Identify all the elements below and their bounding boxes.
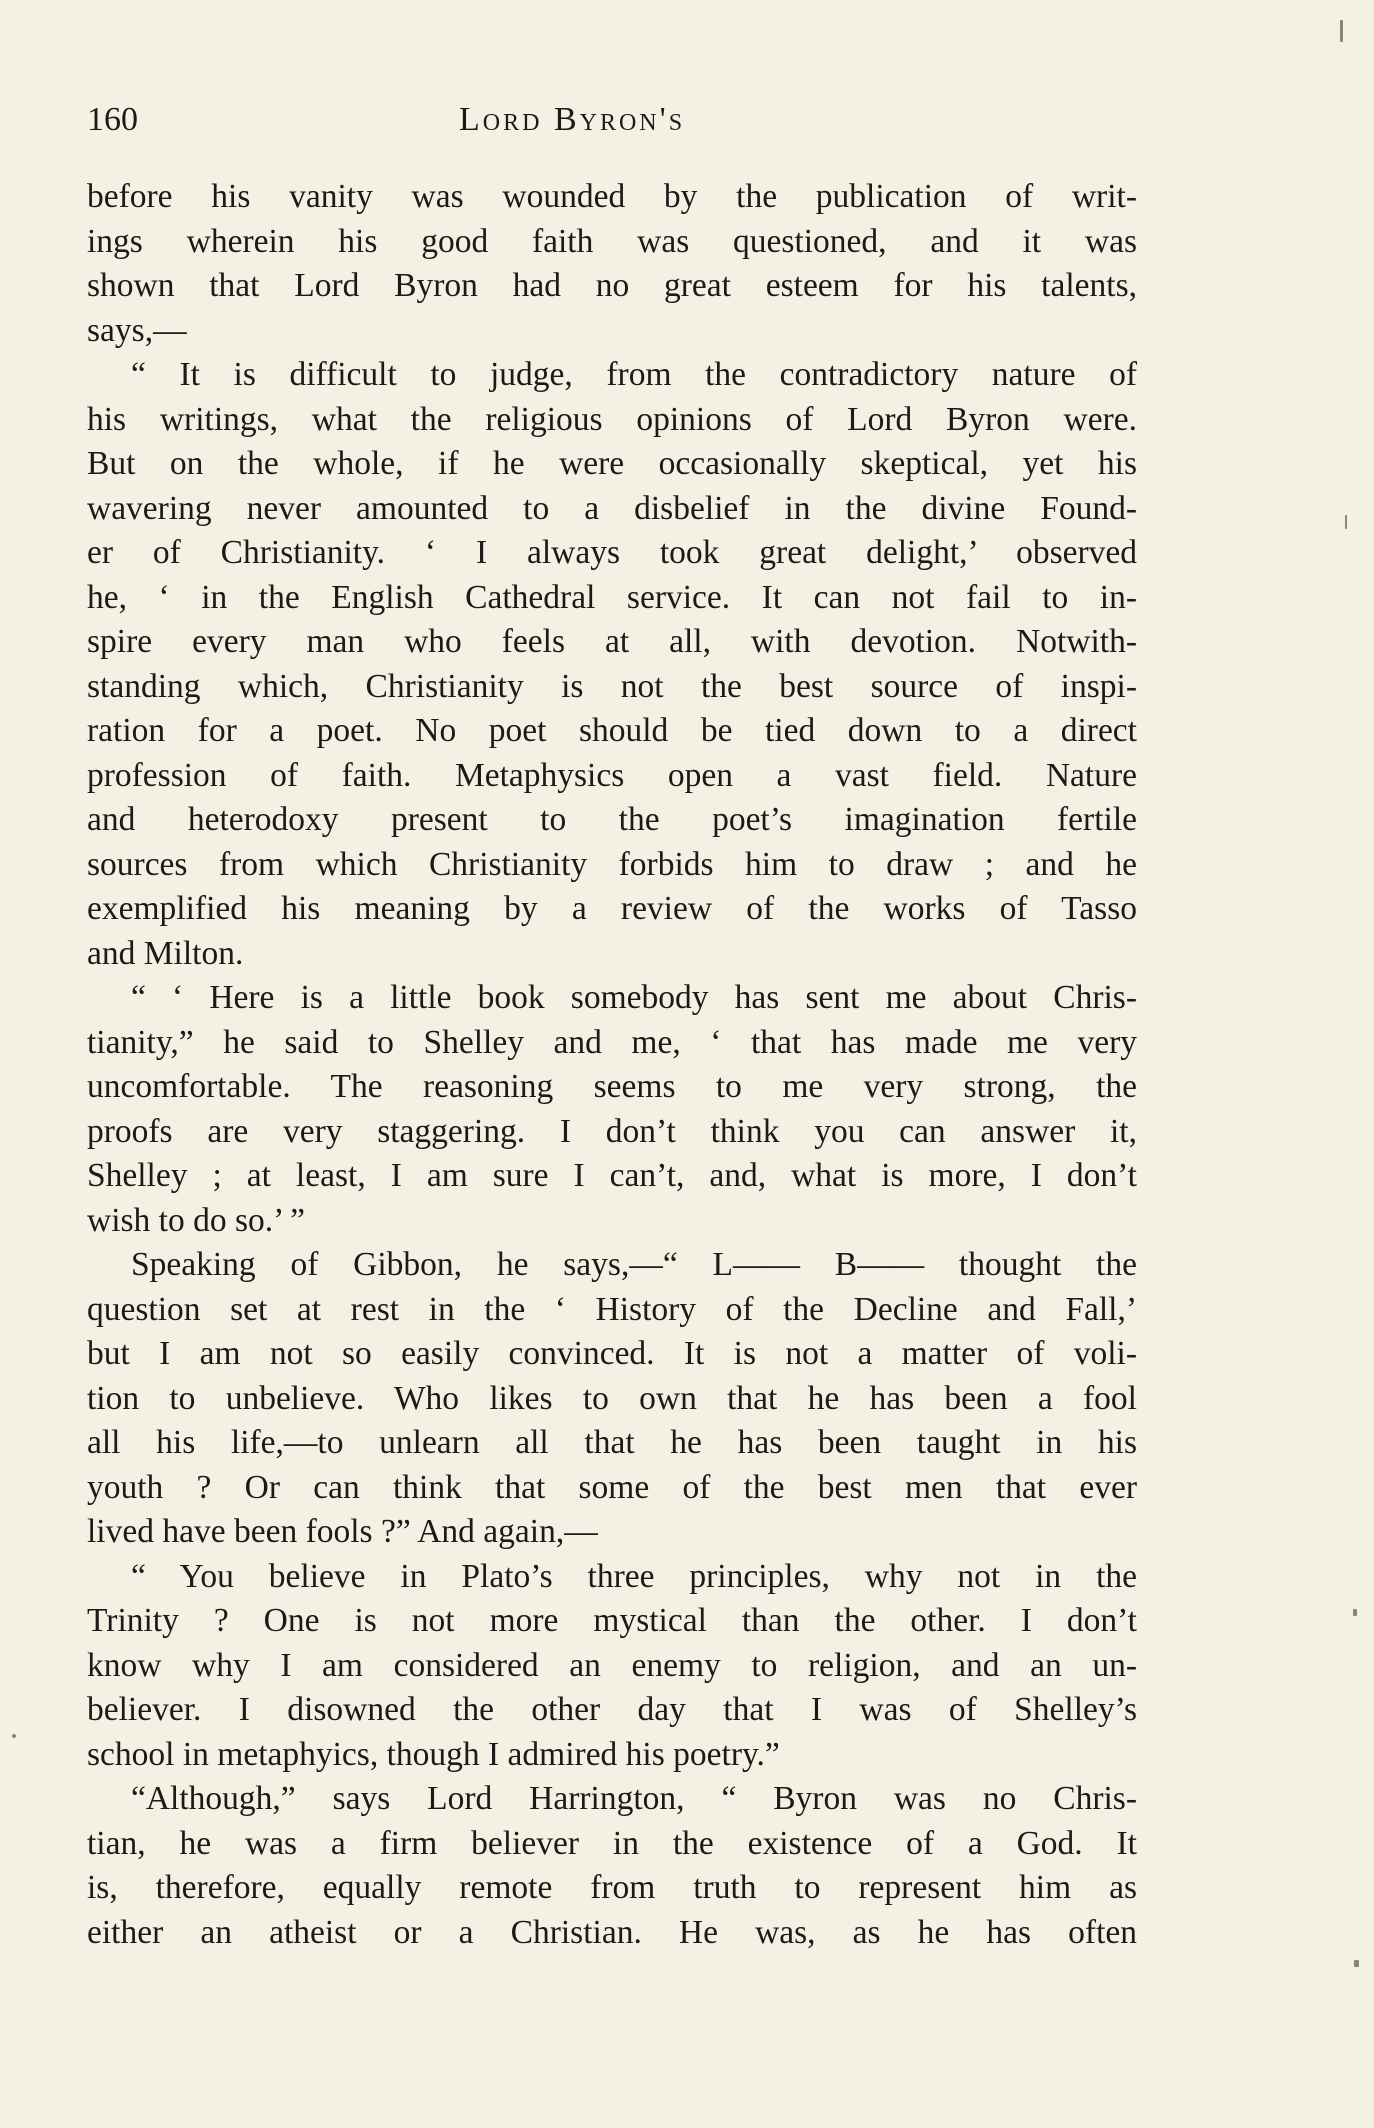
text-line: spire every man who feels at all, with devotion. Notwith-: [87, 623, 1137, 660]
text-line: tianity,” he said to Shelley and me, ‘ that has made me very: [87, 1023, 1137, 1061]
text-line: er of Christianity. ‘ I always took great delight,’ observed: [87, 534, 1137, 571]
text-line: all his life,—to unlearn all that he has been taught in his: [87, 1424, 1137, 1461]
text-line: is, therefore, equally remote from truth to represent him as: [87, 1869, 1137, 1906]
text-line: “Although,” says Lord Harrington, “ Byron was no Chris-: [131, 1780, 1137, 1817]
text-line: and Milton.: [87, 934, 244, 972]
text-line: his writings, what the religious opinions of Lord Byron were.: [87, 400, 1137, 438]
text-line: “ It is difficult to judge, from the contradictory nature of: [131, 356, 1137, 393]
text-line: wish to do so.’ ”: [87, 1201, 306, 1239]
scan-speck: [1340, 20, 1343, 42]
text-line: Trinity ? One is not more mystical than the other. I don’t: [87, 1602, 1137, 1639]
text-line: youth ? Or can think that some of the best men that ever: [87, 1468, 1137, 1506]
text-line: standing which, Christianity is not the best source of inspi-: [87, 667, 1137, 705]
text-line: says,—: [87, 311, 187, 349]
text-line: ings wherein his good faith was questioned, and it was: [87, 222, 1137, 260]
page-header: [87, 95, 1137, 145]
scan-speck: [1354, 1960, 1359, 1967]
text-line: “ ‘ Here is a little book somebody has sent me about Chris-: [131, 979, 1137, 1016]
text-line: But on the whole, if he were occasionally skeptical, yet his: [87, 445, 1137, 482]
running-head: Lord Byron's: [459, 101, 686, 138]
text-line: question set at rest in the ‘ History of the Decline and Fall,’: [87, 1290, 1137, 1328]
text-line: and heterodoxy present to the poet’s imagination fertile: [87, 801, 1137, 838]
text-line: school in metaphyics, though I admired his poetry.”: [87, 1735, 780, 1773]
body-text: [87, 175, 1137, 1955]
page-number: 160: [87, 101, 138, 138]
text-line: before his vanity was wounded by the publication of writ-: [87, 178, 1137, 215]
text-line: ration for a poet. No poet should be tied down to a direct: [87, 712, 1137, 749]
scan-speck: [12, 1734, 16, 1738]
text-line: lived have been fools ?” And again,—: [87, 1513, 598, 1550]
text-line: uncomfortable. The reasoning seems to me very strong, the: [87, 1068, 1137, 1105]
scan-speck: [1345, 515, 1347, 529]
text-line: tian, he was a firm believer in the existence of a God. It: [87, 1824, 1137, 1862]
text-line: shown that Lord Byron had no great esteem for his talents,: [87, 267, 1137, 304]
text-line: either an atheist or a Christian. He was, as he has often: [87, 1913, 1137, 1951]
text-line: know why I am considered an enemy to religion, and an un-: [87, 1646, 1137, 1684]
text-line: profession of faith. Metaphysics open a vast field. Nature: [87, 756, 1137, 794]
text-line: exemplified his meaning by a review of the works of Tasso: [87, 890, 1137, 927]
text-line: but I am not so easily convinced. It is not a matter of voli-: [87, 1335, 1137, 1372]
text-line: believer. I disowned the other day that I was of Shelley’s: [87, 1691, 1137, 1728]
text-line: “ You believe in Plato’s three principles, why not in the: [131, 1557, 1137, 1595]
text-line: wavering never amounted to a disbelief in the divine Found-: [87, 489, 1137, 527]
text-line: proofs are very staggering. I don’t think you can answer it,: [87, 1112, 1137, 1150]
scan-speck: [1353, 1609, 1357, 1616]
text-line: Shelley ; at least, I am sure I can’t, and, what is more, I don’t: [87, 1157, 1137, 1194]
text-line: he, ‘ in the English Cathedral service. It can not fail to in-: [87, 578, 1137, 616]
text-line: sources from which Christianity forbids him to draw ; and he: [87, 845, 1137, 883]
text-line: tion to unbelieve. Who likes to own that he has been a fool: [87, 1379, 1137, 1417]
text-line: Speaking of Gibbon, he says,—“ L—— B—— thought the: [131, 1246, 1137, 1283]
